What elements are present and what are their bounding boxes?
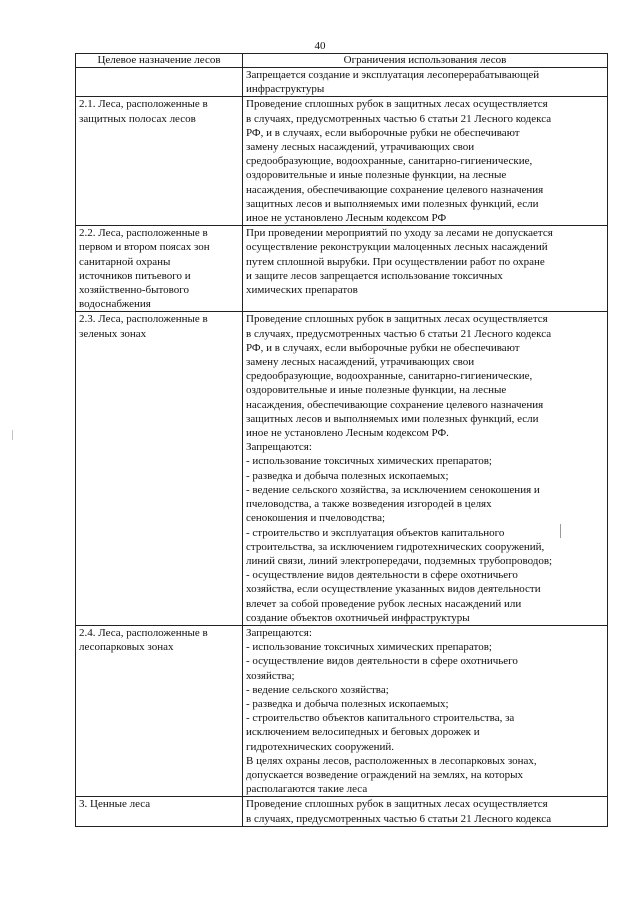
cell-line: инфраструктуры (246, 83, 325, 96)
cell-line: Запрещается создание и эксплуатация лесоперерабатывающей (246, 69, 540, 81)
cell-line: первом и втором поясах зон (79, 241, 210, 254)
cell-line: защитных полосах лесов (79, 112, 196, 125)
table-row (76, 312, 608, 625)
cell-line: 3. Ценные леса (79, 798, 151, 811)
cell-line: иное не установлено Лесным кодексом РФ. (246, 427, 449, 440)
table-row (76, 797, 608, 826)
cell-line: РФ, и в случаях, если выборочные рубки не обеспечивают (246, 341, 520, 354)
cell-line: замену лесных насаждений, утрачивающих свои (246, 141, 475, 154)
cell-line: располагаются такие леса (246, 783, 368, 796)
cell-line: насаждения, обеспечивающие сохранение целевого назначения (246, 183, 544, 196)
cell-line: Запрещаются: (246, 441, 312, 454)
cell-line: замену лесных насаждений, утрачивающих свои (246, 356, 475, 369)
cell-line: насаждения, обеспечивающие сохранение целевого назначения (246, 398, 544, 411)
cell-line: влечет за собой проведение рубок лесных насаждений или (246, 597, 522, 610)
cell-line: Проведение сплошных рубок в защитных лесах осуществляется (246, 313, 548, 326)
table-row (76, 625, 608, 796)
cell-line: - осуществление видов деятельности в сфере охотничьего (246, 655, 518, 668)
cell-line: - разведка и добыча полезных ископаемых; (246, 469, 449, 482)
cell-line: - разведка и добыча полезных ископаемых; (246, 697, 449, 710)
restrictions-table (75, 53, 608, 827)
cell-line: В целях охраны лесов, расположенных в лесопарковых зонах, (246, 754, 537, 767)
table-row (76, 226, 608, 312)
cell-line: оздоровительные и иные полезные функции, на лесные (246, 384, 507, 397)
cell-line: - ведение сельского хозяйства, за исключением сенокошения и (246, 483, 540, 496)
table-row (76, 97, 608, 226)
cell-line: строительства, за исключением гидротехнических сооружений, (246, 540, 545, 553)
cell-restrictions (243, 312, 608, 625)
cell-line: путем сплошной вырубки. При осуществлении работ по охране (246, 255, 545, 268)
cell-line: санитарной охраны (79, 255, 171, 268)
cell-line: линий связи, линий электропередачи, подземных трубопроводов; (246, 554, 553, 567)
cell-restrictions (243, 625, 608, 796)
cell-line: в случаях, предусмотренных частью 6 статьи 21 Лесного кодекса (246, 327, 552, 340)
table-header-row (76, 54, 608, 68)
cell-line: хозяйства; (246, 669, 295, 682)
cell-line: 2.1. Леса, расположенные в (79, 98, 208, 111)
cell-purpose (76, 312, 243, 625)
cell-line: При проведении мероприятий по уходу за лесами не допускается (246, 227, 553, 240)
cell-line: пчеловодства, а также возведения изгородей в целях (246, 498, 492, 511)
cell-line: источников питьевого и (79, 269, 191, 282)
cell-line: Запрещаются: (246, 626, 312, 639)
cell-line: 2.3. Леса, расположенные в (79, 313, 208, 326)
cell-purpose (76, 97, 243, 226)
header-restrictions: Ограничения использования лесов (243, 54, 608, 68)
cell-line: РФ, и в случаях, если выборочные рубки не обеспечивают (246, 126, 520, 139)
cell-line: водоснабжения (79, 298, 151, 311)
cell-line: Проведение сплошных рубок в защитных лесах осуществляется (246, 98, 548, 111)
cell-line: 2.2. Леса, расположенные в (79, 227, 208, 240)
cell-line: - строительство и эксплуатация объектов капитального (246, 526, 505, 539)
cell-line: - строительство объектов капитального строительства, за (246, 712, 515, 725)
cell-line: 2.4. Леса, расположенные в (79, 626, 208, 639)
cell-line: - использование токсичных химических препаратов; (246, 455, 492, 468)
page-number: 40 (314, 40, 326, 52)
cell-restrictions (243, 97, 608, 226)
cell-purpose (76, 226, 243, 312)
header-purpose: Целевое назначение лесов (76, 54, 243, 68)
cell-line: исключением велосипедных и беговых дорожек и (246, 726, 480, 739)
cell-line: средообразующие, водоохранные, санитарно-гигиенические, (246, 155, 533, 168)
cell-line: создание объектов охотничьей инфраструктуры (246, 611, 470, 624)
cell-restrictions (243, 797, 608, 826)
cell-line: лесопарковых зонах (79, 641, 174, 654)
cell-line: в случаях, предусмотренных частью 6 статьи 21 Лесного кодекса (246, 812, 552, 825)
cell-restrictions (243, 226, 608, 312)
cell-line: - ведение сельского хозяйства; (246, 683, 389, 696)
scan-mark (12, 430, 13, 440)
cell-line: гидротехнических сооружений. (246, 740, 395, 753)
scan-mark (560, 524, 561, 538)
cell-line: иное не установлено Лесным кодексом РФ (246, 212, 447, 225)
cell-line: сенокошения и пчеловодства; (246, 512, 386, 525)
cell-line: в случаях, предусмотренных частью 6 статьи 21 Лесного кодекса (246, 112, 552, 125)
cell-purpose (76, 797, 243, 826)
cell-line: Проведение сплошных рубок в защитных лесах осуществляется (246, 798, 548, 811)
cell-line: допускается возведение ограждений на землях, на которых (246, 768, 524, 781)
cell-line: хозяйства, если осуществление указанных видов деятельности (246, 583, 541, 596)
cell-line: средообразующие, водоохранные, санитарно-гигиенические, (246, 370, 533, 383)
cell-line: - осуществление видов деятельности в сфере охотничьего (246, 569, 518, 582)
cell-line: - использование токсичных химических препаратов; (246, 641, 492, 654)
cell-line: хозяйственно-бытового (79, 284, 190, 297)
cell-line: осуществление реконструкции малоценных лесных насаждений (246, 241, 548, 254)
cell-purpose (76, 68, 243, 97)
cell-restrictions (243, 68, 608, 97)
table-body (76, 68, 608, 827)
cell-line: защитных лесов и выполняемых ими полезных функций, если (246, 412, 539, 425)
cell-line: химических препаратов (246, 284, 358, 297)
cell-line: защитных лесов и выполняемых ими полезных функций, если (246, 197, 539, 210)
table-row (76, 68, 608, 97)
cell-line: оздоровительные и иные полезные функции, на лесные (246, 169, 507, 182)
cell-purpose (76, 625, 243, 796)
cell-line: зеленых зонах (79, 327, 147, 340)
cell-line: и защите лесов запрещается использование токсичных (246, 269, 503, 282)
